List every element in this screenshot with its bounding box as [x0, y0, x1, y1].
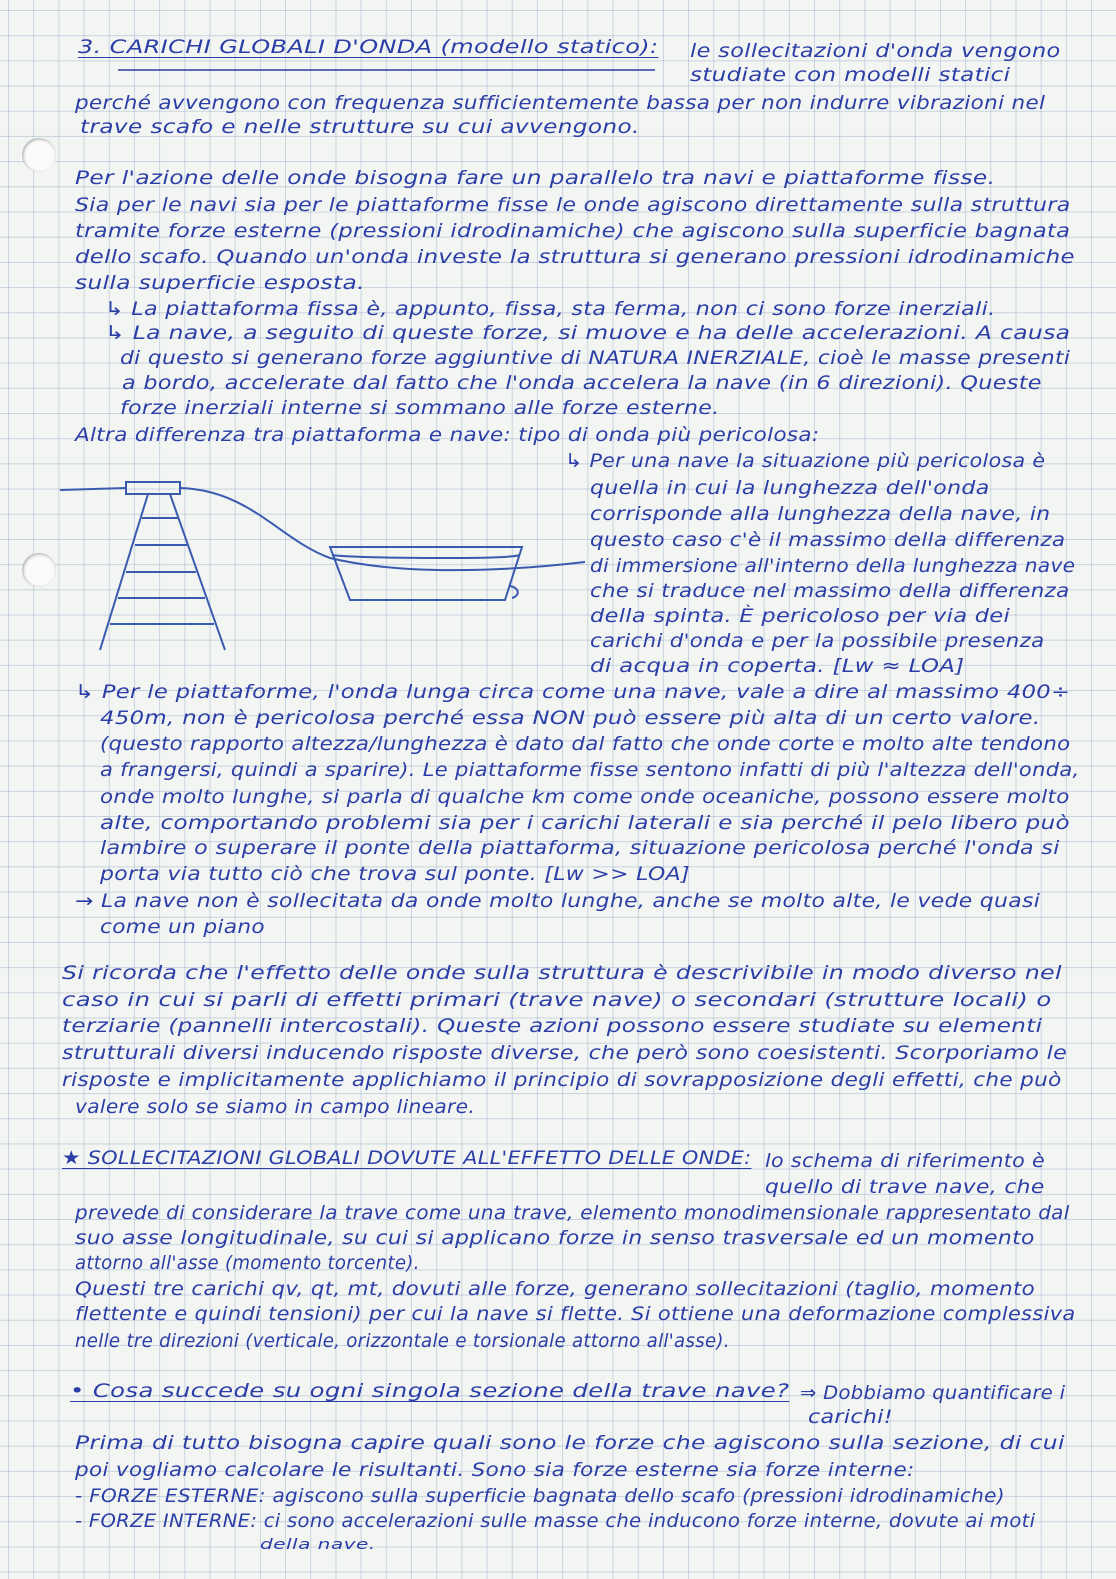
- note-line: porta via tutto ciò che trova sul ponte. [Lw >> LOA]: [100, 863, 690, 885]
- note-line: di acqua in coperta. [Lw ≈ LOA]: [590, 655, 965, 677]
- wave-line: [60, 488, 585, 570]
- note-line: trave scafo e nelle strutture su cui avvengono.: [80, 116, 640, 138]
- note-line: poi vogliamo calcolare le risultanti. Sono sia forze esterne sia forze interne:: [75, 1459, 915, 1481]
- note-line: (questo rapporto altezza/lunghezza è dato dal fatto che onde corte e molto alte tendono: [100, 733, 1071, 755]
- note-line: terziarie (pannelli intercostali). Queste azioni possono essere studiate su elementi: [62, 1015, 1043, 1037]
- note-line: perché avvengono con frequenza sufficientemente bassa per non indurre vibrazioni nel: [75, 92, 1046, 114]
- note-line: risposte e implicitamente applichiamo il principio di sovrapposizione degli effetti, che può: [62, 1069, 1062, 1091]
- note-line: ↳ Per una nave la situazione più pericolosa è: [565, 450, 1046, 472]
- note-line: alte, comportando problemi sia per i carichi laterali e sia perché il pelo libero può: [100, 812, 1070, 834]
- note-line: Questi tre carichi qv, qt, mt, dovuti alle forze, generano sollecitazioni (taglio, momento: [75, 1278, 1036, 1300]
- note-line: ↳ Per le piattaforme, l'onda lunga circa come una nave, vale a dire al massimo 400÷: [75, 681, 1071, 703]
- note-line: Prima di tutto bisogna capire quali sono le forze che agiscono sulla sezione, di cui: [75, 1432, 1065, 1454]
- note-line: - FORZE ESTERNE: agiscono sulla superficie bagnata dello scafo (pressioni idrodinamiche): [75, 1485, 1005, 1507]
- note-line: che si traduce nel massimo della differenza: [590, 580, 1070, 602]
- note-line: quello di trave nave, che: [765, 1176, 1045, 1198]
- note-line: di questo si generano forze aggiuntive di NATURA INERZIALE, cioè le masse presenti: [120, 347, 1071, 369]
- note-line: caso in cui si parli di effetti primari (trave nave) o secondari (strutture locali) o: [62, 989, 1052, 1011]
- note-line: quella in cui la lunghezza dell'onda: [590, 477, 990, 499]
- note-line: della spinta. È pericoloso per via dei: [590, 605, 1011, 627]
- note-line: dello scafo. Quando un'onda investe la struttura si generano pressioni idrodinamiche: [75, 246, 1075, 268]
- note-line: carichi d'onda e per la possibile presenza: [590, 630, 1045, 652]
- note-line: tramite forze esterne (pressioni idrodinamiche) che agiscono sulla superficie bagnata: [75, 220, 1071, 242]
- note-line: 450m, non è pericolosa perché essa NON può essere più alta di un certo valore.: [100, 707, 1041, 729]
- note-line: corrisponde alla lunghezza della nave, in: [590, 503, 1051, 525]
- note-line: - FORZE INTERNE: ci sono accelerazioni sulle masse che inducono forze interne, dovute ai moti: [75, 1510, 1036, 1532]
- note-line: flettente e quindi tensioni) per cui la nave si flette. Si ottiene una deformazione complessiva: [75, 1303, 1076, 1325]
- note-line: ↳ La piattaforma fissa è, appunto, fissa, sta ferma, non ci sono forze inerziali.: [105, 298, 996, 320]
- note-line: ⇒ Dobbiamo quantificare i: [800, 1382, 1066, 1404]
- note-line: ★ SOLLECITAZIONI GLOBALI DOVUTE ALL'EFFETTO DELLE ONDE:: [62, 1147, 752, 1169]
- note-line: strutturali diversi inducendo risposte diverse, che però sono coesistenti. Scorporiamo le: [62, 1042, 1068, 1064]
- note-line: prevede di considerare la trave come una trave, elemento monodimensionale rappresentato dal: [75, 1202, 1070, 1224]
- note-line: • Cosa succede su ogni singola sezione della trave nave?: [70, 1380, 790, 1402]
- note-line: di immersione all'interno della lunghezza nave: [590, 555, 1076, 577]
- note-line: le sollecitazioni d'onda vengono: [690, 40, 1061, 62]
- ship-hull-drawing: [330, 547, 522, 600]
- note-line: Per l'azione delle onde bisogna fare un parallelo tra navi e piattaforme fisse.: [75, 167, 996, 189]
- note-line: ↳ La nave, a seguito di queste forze, si muove e ha delle accelerazioni. A causa: [105, 322, 1071, 344]
- note-line: → La nave non è sollecitata da onde molto lunghe, anche se molto alte, le vede quasi: [75, 890, 1041, 912]
- note-line: come un piano: [100, 916, 265, 938]
- note-line: Si ricorda che l'effetto delle onde sulla struttura è descrivibile in modo diverso nel: [62, 962, 1062, 984]
- note-line: nelle tre direzioni (verticale, orizzontale e torsionale attorno all'asse).: [75, 1330, 730, 1352]
- note-line: Sia per le navi sia per le piattaforme fisse le onde agiscono direttamente sulla struttura: [75, 194, 1071, 216]
- note-line: valere solo se siamo in campo lineare.: [75, 1096, 476, 1118]
- note-line: sulla superficie esposta.: [75, 272, 365, 294]
- note-line: attorno all'asse (momento torcente).: [75, 1252, 420, 1274]
- note-line: studiate con modelli statici: [690, 64, 1011, 86]
- note-line: Altra differenza tra piattaforma e nave: tipo di onda più pericolosa:: [75, 424, 820, 446]
- note-line: carichi!: [808, 1406, 893, 1428]
- note-line: onde molto lunghe, si parla di qualche km come onde oceaniche, possono essere molto: [100, 786, 1070, 808]
- note-line: della nave.: [260, 1537, 376, 1553]
- note-line: suo asse longitudinale, su cui si applicano forze in senso trasversale ed un momento: [75, 1227, 1035, 1249]
- note-line: forze inerziali interne si sommano alle forze esterne.: [120, 397, 720, 419]
- page-title: 3. CARICHI GLOBALI D'ONDA (modello statico):: [78, 36, 659, 58]
- platform-drawing: [100, 482, 225, 650]
- note-line: lambire o superare il ponte della piattaforma, situazione pericolosa perché l'onda si: [100, 837, 1060, 859]
- note-line: a frangersi, quindi a sparire). Le piattaforme fisse sentono infatti di più l'altezza dell'onda,: [100, 759, 1080, 781]
- note-line: a bordo, accelerate dal fatto che l'onda accelera la nave (in 6 direzioni). Queste: [122, 372, 1042, 394]
- note-line: lo schema di riferimento è: [765, 1150, 1045, 1172]
- note-line: questo caso c'è il massimo della differenza: [590, 529, 1066, 551]
